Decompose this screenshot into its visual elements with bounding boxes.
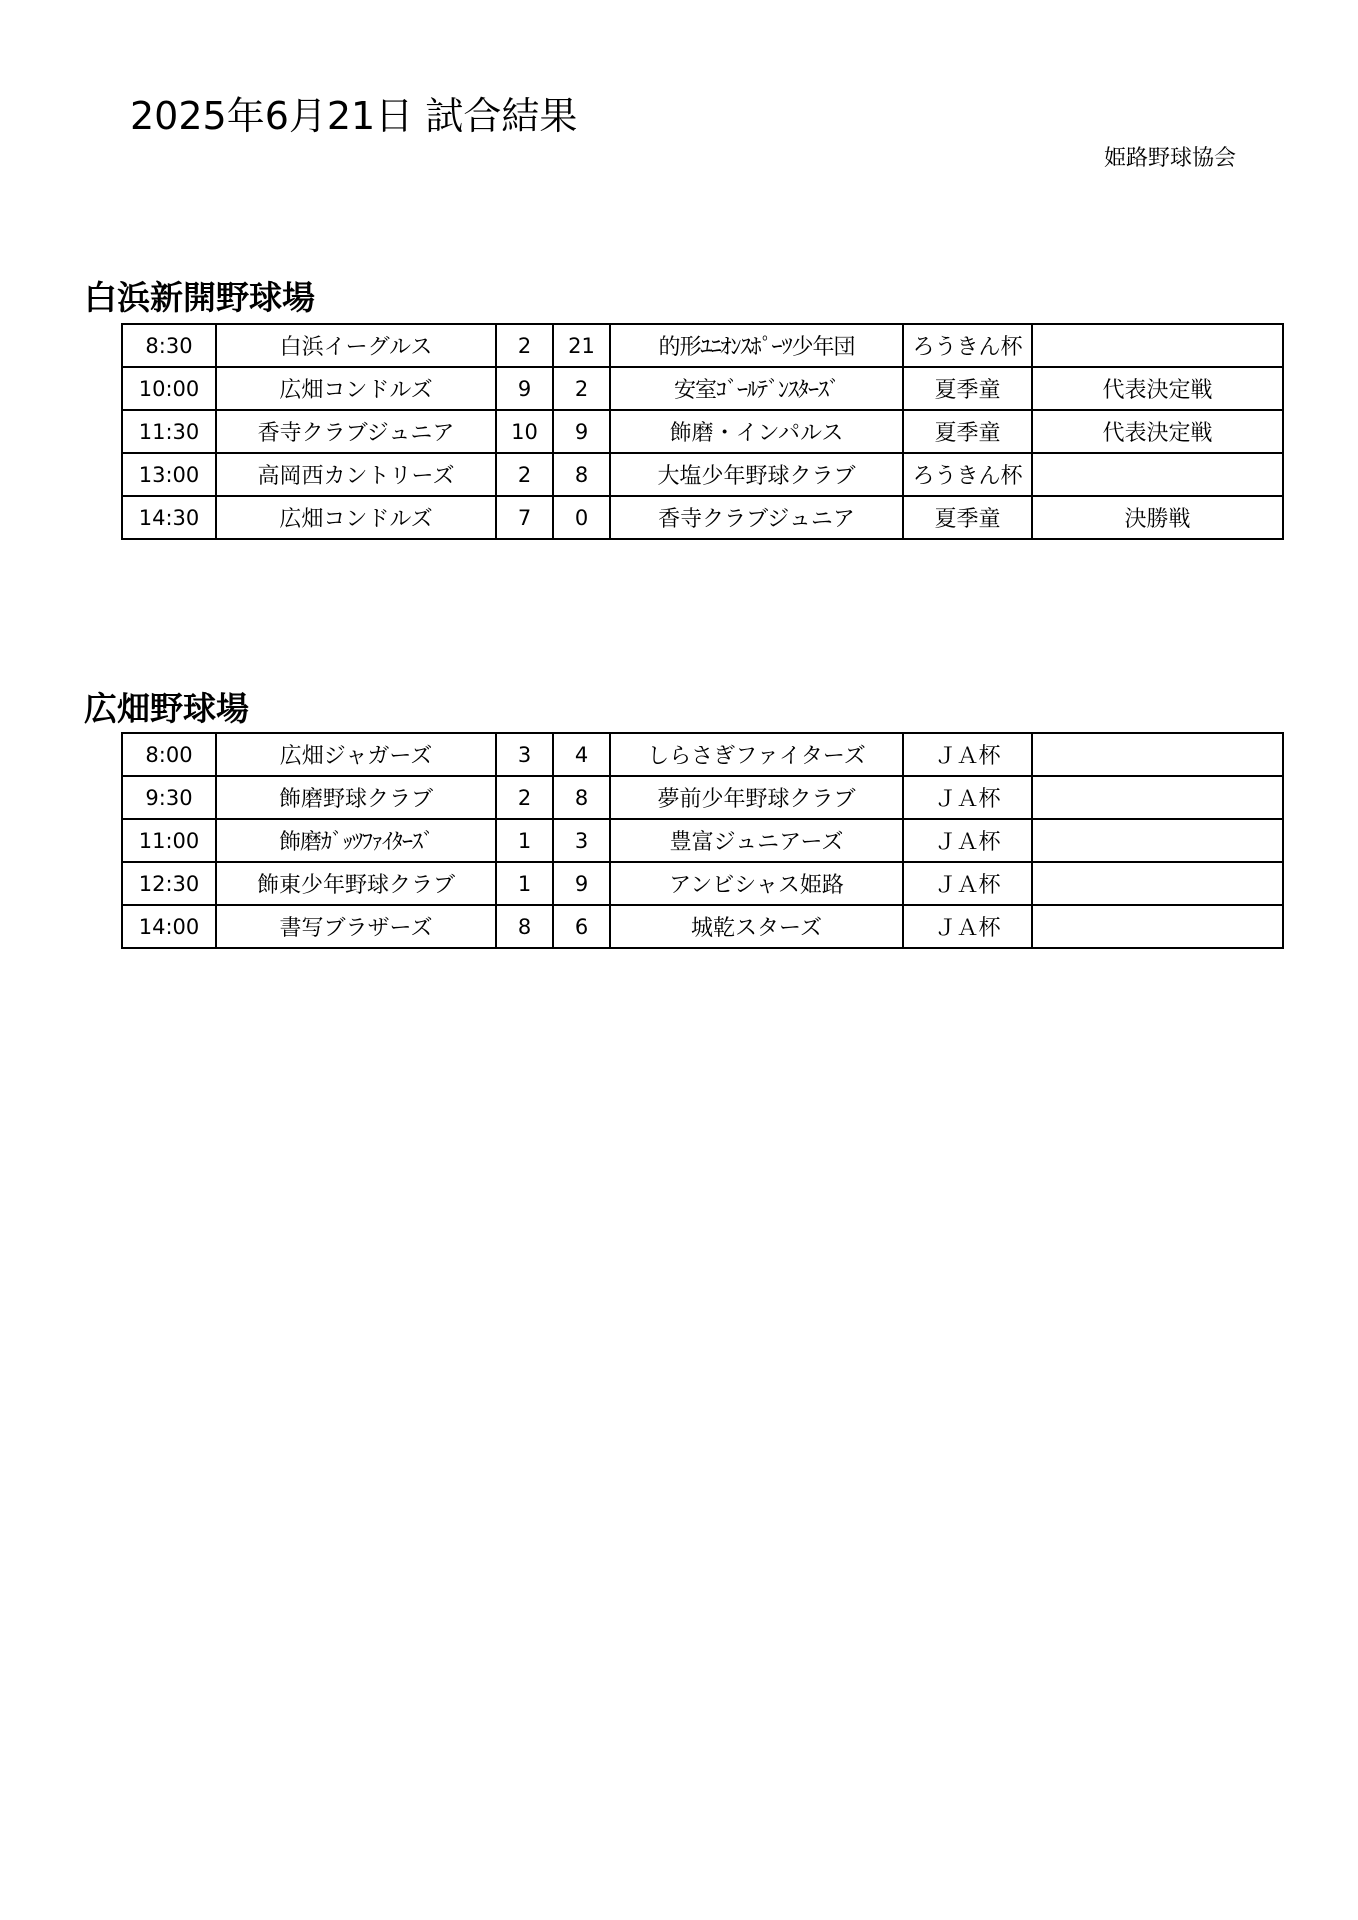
game-time: 9:30 [122,776,216,819]
cup-name: ＪＡ杯 [903,905,1032,948]
game-time: 8:00 [122,733,216,776]
match-note [1032,862,1283,905]
match-note [1032,905,1283,948]
team2-name: アンビシャス姫路 [610,862,903,905]
team1-score: 9 [496,367,553,410]
match-note [1032,733,1283,776]
results-table [121,732,1284,949]
game-time: 14:00 [122,905,216,948]
team1-score: 10 [496,410,553,453]
table-row [122,819,1283,862]
team2-score: 2 [553,367,610,410]
page-title: 2025年6月21日 試合結果 [130,94,578,138]
team2-name: 豊富ジュニアーズ [610,819,903,862]
table-row [122,776,1283,819]
table-row [122,324,1283,367]
results-table [121,323,1284,540]
team1-name: 書写ブラザーズ [216,905,496,948]
team2-name: 大塩少年野球クラブ [610,453,903,496]
team1-score: 8 [496,905,553,948]
table-row [122,862,1283,905]
team2-name: 香寺クラブジュニア [610,496,903,539]
team2-name: しらさぎファイターズ [610,733,903,776]
match-note: 代表決定戦 [1032,367,1283,410]
cup-name: 夏季童 [903,496,1032,539]
team1-score: 2 [496,324,553,367]
match-note [1032,819,1283,862]
team1-name: 白浜イーグルス [216,324,496,367]
team2-name: 城乾スターズ [610,905,903,948]
team1-score: 7 [496,496,553,539]
team2-score: 21 [553,324,610,367]
organization-name: 姫路野球協会 [1103,146,1236,171]
game-time: 13:00 [122,453,216,496]
team1-name: 飾磨ｶﾞｯﾂﾌｧｲﾀｰｽﾞ [216,819,496,862]
team2-name: 的形ﾕﾆｵﾝｽﾎﾟｰﾂ少年団 [610,324,903,367]
cup-name: 夏季童 [903,410,1032,453]
match-note: 決勝戦 [1032,496,1283,539]
team2-score: 4 [553,733,610,776]
team2-score: 8 [553,453,610,496]
cup-name: ＪＡ杯 [903,776,1032,819]
table-row [122,905,1283,948]
venue-heading: 白浜新開野球場 [84,278,315,317]
team2-score: 9 [553,862,610,905]
cup-name: ＪＡ杯 [903,819,1032,862]
cup-name: ＪＡ杯 [903,733,1032,776]
table-row [122,453,1283,496]
cup-name: ろうきん杯 [903,324,1032,367]
table-row [122,733,1283,776]
game-time: 8:30 [122,324,216,367]
team2-score: 0 [553,496,610,539]
table-row [122,496,1283,539]
team1-name: 飾東少年野球クラブ [216,862,496,905]
team2-name: 飾磨・インパルス [610,410,903,453]
game-time: 11:30 [122,410,216,453]
venue-heading: 広畑野球場 [84,689,249,728]
team1-name: 広畑コンドルズ [216,367,496,410]
team1-score: 1 [496,819,553,862]
team2-score: 3 [553,819,610,862]
game-time: 11:00 [122,819,216,862]
team2-name: 夢前少年野球クラブ [610,776,903,819]
cup-name: ろうきん杯 [903,453,1032,496]
game-time: 12:30 [122,862,216,905]
team2-name: 安室ｺﾞｰﾙﾃﾞﾝｽﾀｰｽﾞ [610,367,903,410]
team2-score: 9 [553,410,610,453]
table-row [122,367,1283,410]
team1-score: 3 [496,733,553,776]
cup-name: ＪＡ杯 [903,862,1032,905]
match-note [1032,324,1283,367]
game-time: 14:30 [122,496,216,539]
team1-name: 高岡西カントリーズ [216,453,496,496]
table-row [122,410,1283,453]
team2-score: 6 [553,905,610,948]
team1-score: 1 [496,862,553,905]
match-note: 代表決定戦 [1032,410,1283,453]
cup-name: 夏季童 [903,367,1032,410]
team1-score: 2 [496,776,553,819]
team1-score: 2 [496,453,553,496]
game-time: 10:00 [122,367,216,410]
team1-name: 広畑コンドルズ [216,496,496,539]
team1-name: 広畑ジャガーズ [216,733,496,776]
team1-name: 香寺クラブジュニア [216,410,496,453]
match-note [1032,776,1283,819]
team2-score: 8 [553,776,610,819]
team1-name: 飾磨野球クラブ [216,776,496,819]
match-note [1032,453,1283,496]
